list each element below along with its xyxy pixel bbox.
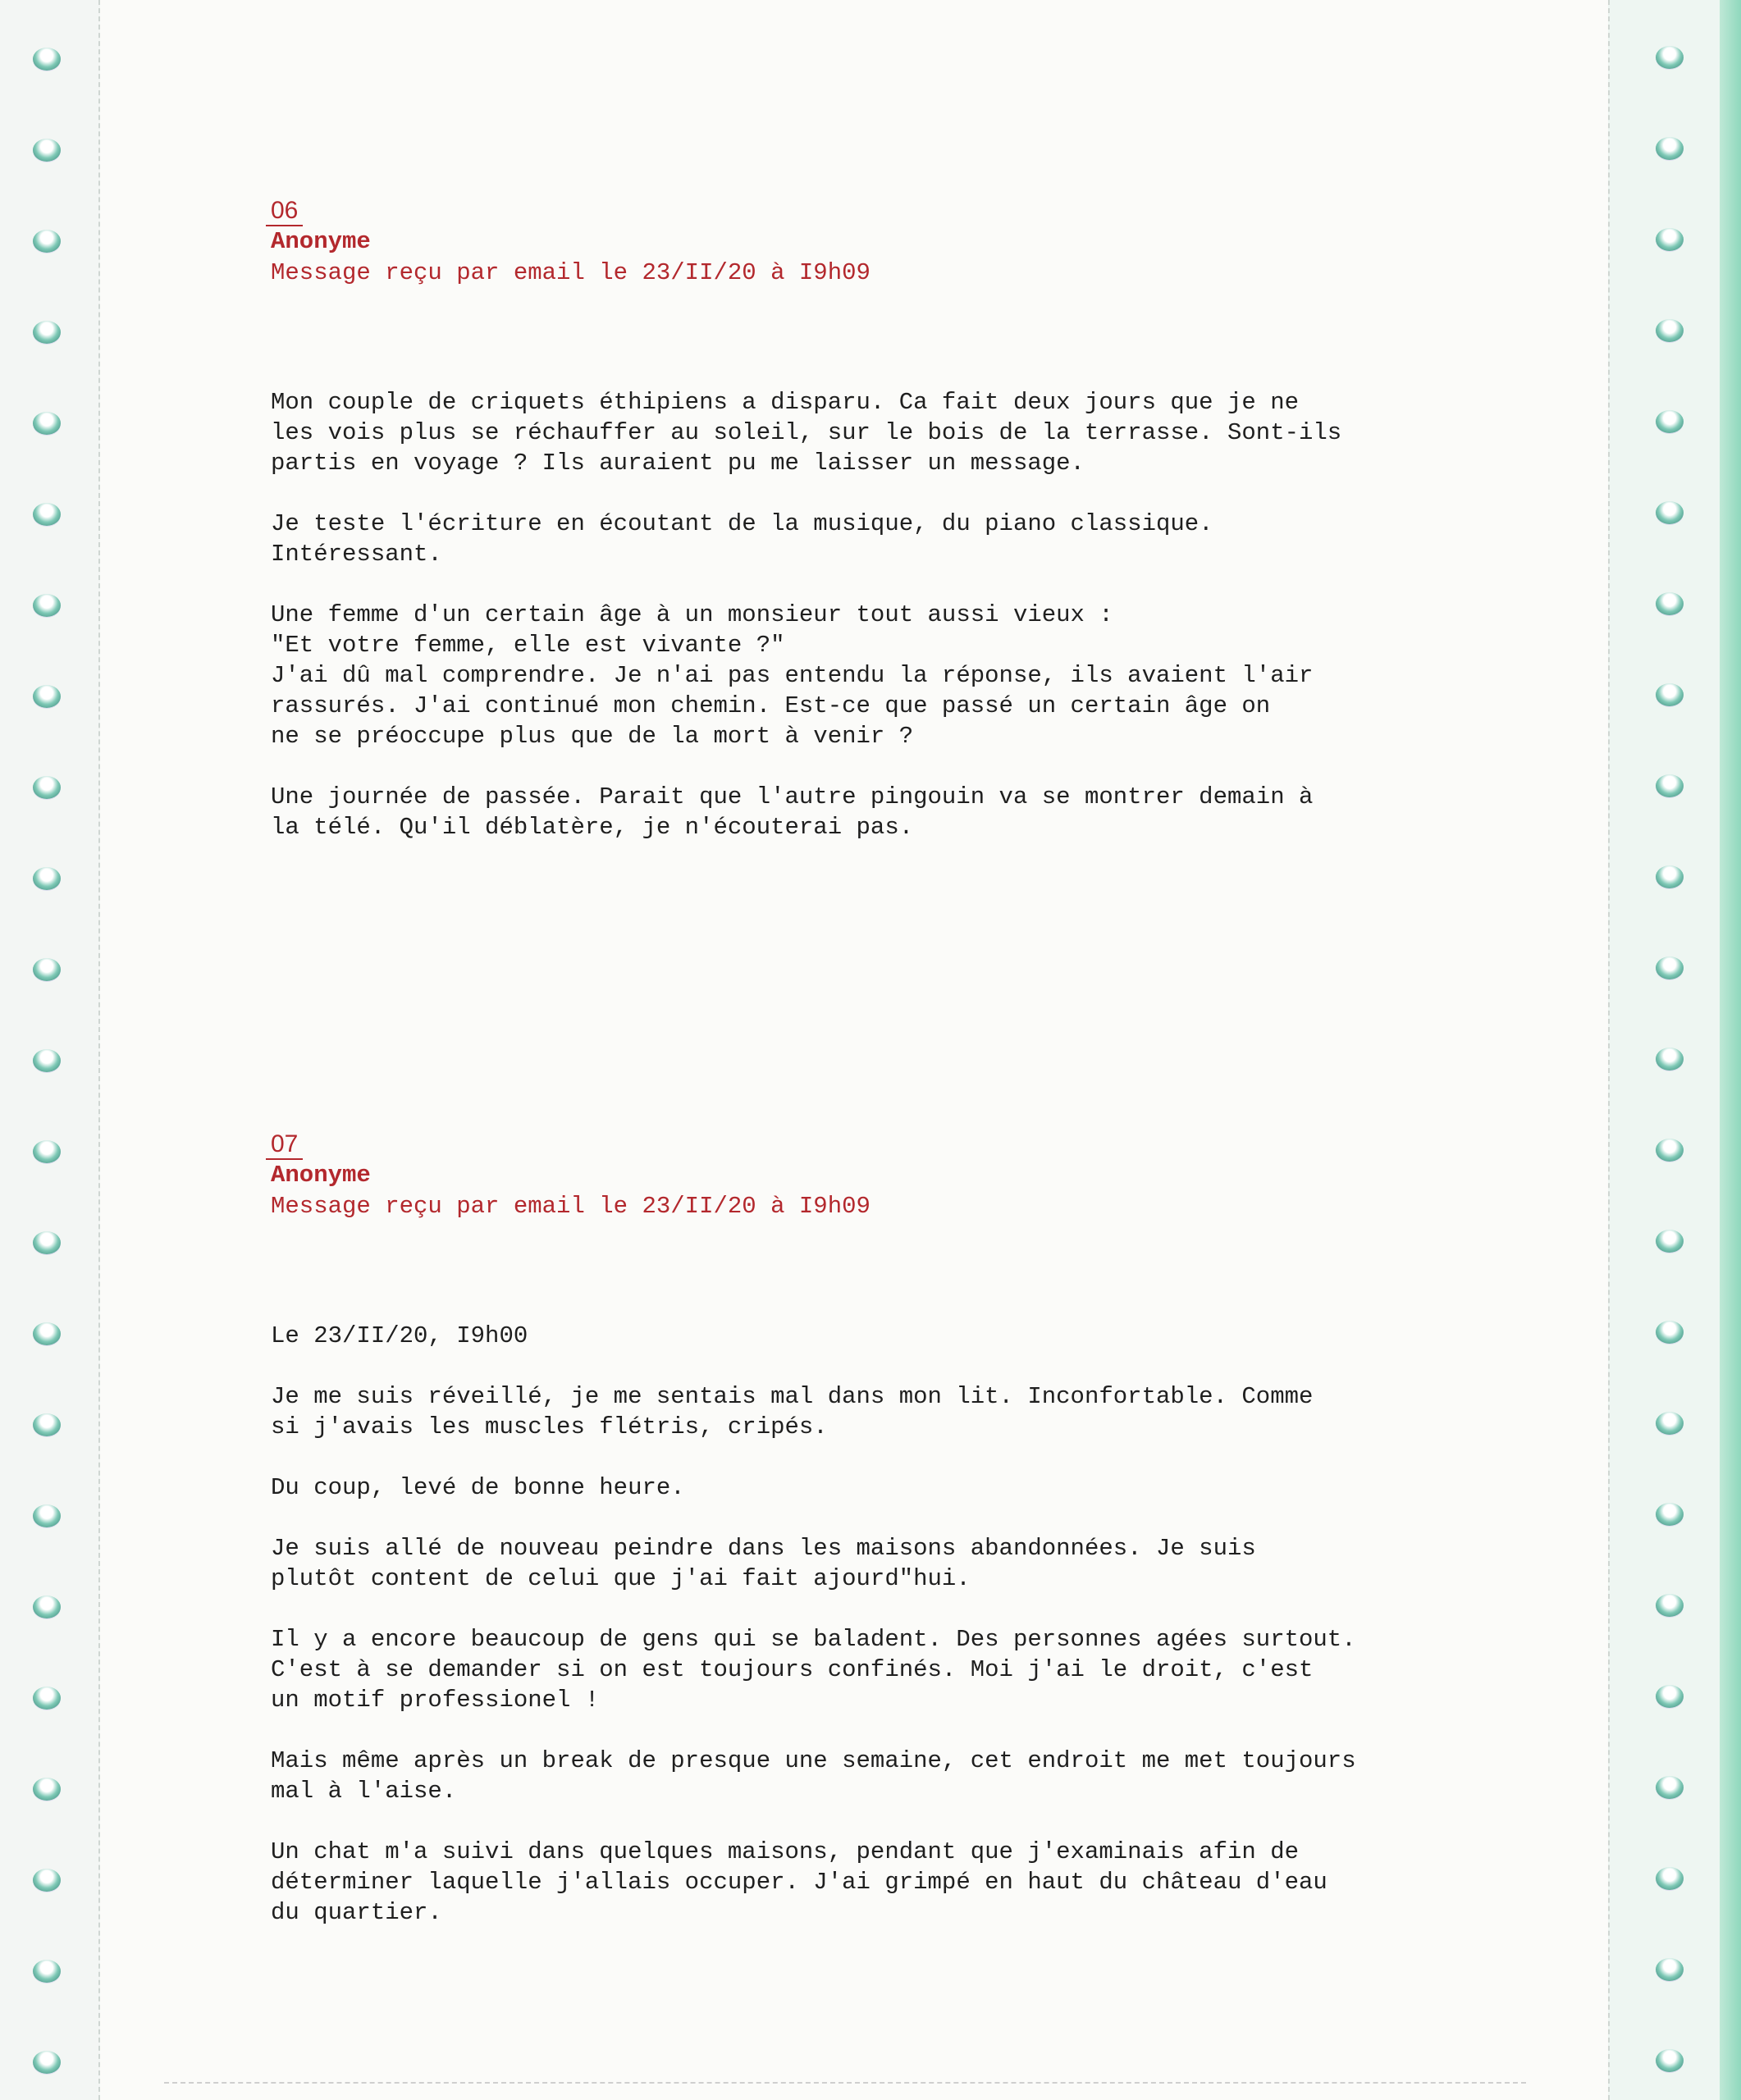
entry-07 [271,1130,1551,1958]
feed-hole-icon [1656,1321,1684,1344]
feed-hole-icon [33,1322,61,1345]
feed-hole-icon [1656,410,1684,433]
feed-hole-icon [1656,683,1684,706]
feed-hole-icon [1656,1230,1684,1253]
paragraph: Du coup, levé de bonne heure. [271,1474,685,1501]
entry-meta: Message reçu par email le 23/II/20 à I9h09 [271,1193,870,1220]
feed-hole-icon [1656,1776,1684,1799]
paragraph: Je suis allé de nouveau peindre dans les maisons abandonnées. Je suis plutôt content de celui que j'ai fait ajourd"hui. [271,1535,1256,1592]
feed-hole-icon [1656,1412,1684,1435]
feed-hole-icon [33,1596,61,1618]
entry-body [271,1321,1551,1928]
entry-number: 06 [266,197,303,226]
feed-hole-icon [1656,1048,1684,1071]
paragraph: Une femme d'un certain âge à un monsieur tout aussi vieux : "Et votre femme, elle est vivante ?" J'ai dû mal comprendre. Je n'ai pas entendu la réponse, ils avaient l'air rassurés. J'ai continué mon chemin. Est-ce que passé un certain âge on ne se préoccupe plus que de la mort à venir ? [271,601,1314,750]
paragraph: Une journée de passée. Parait que l'autre pingouin va se montrer demain à la télé. Qu'il déblatère, je n'écouterai pas. [271,783,1314,841]
feed-hole-icon [33,1231,61,1254]
feed-hole-icon [1656,774,1684,797]
paragraph: Je teste l'écriture en écoutant de la musique, du piano classique. Intéressant. [271,510,1213,568]
feed-hole-icon [33,1140,61,1163]
feed-hole-icon [1656,1958,1684,1981]
feed-hole-icon [33,139,61,162]
feed-hole-icon [33,321,61,344]
feed-hole-icon [33,412,61,435]
feed-hole-icon [1656,319,1684,342]
feed-hole-icon [1656,1685,1684,1708]
entry-number: 07 [266,1130,303,1160]
feed-hole-icon [1656,865,1684,888]
feed-hole-icon [33,594,61,617]
paragraph: Je me suis réveillé, je me sentais mal dans mon lit. Inconfortable. Comme si j'avais les muscles flétris, cripés. [271,1383,1314,1440]
feed-hole-icon [33,48,61,71]
feed-hole-icon [33,230,61,253]
paragraph: Mon couple de criquets éthipiens a disparu. Ca fait deux jours que je ne les vois plus se réchauffer au soleil, sur le bois de la terrasse. Sont-ils partis en voyage ? Ils auraient pu me laisser un message. [271,389,1342,477]
feed-hole-icon [33,1049,61,1072]
feed-hole-icon [33,958,61,981]
feed-hole-icon [1656,46,1684,69]
feed-hole-icon [33,1960,61,1983]
feed-hole-icon [33,1504,61,1527]
entry-body [271,387,1551,842]
feed-hole-icon [1656,1503,1684,1526]
feed-hole-icon [1656,592,1684,615]
feed-hole-icon [33,867,61,890]
paragraph: Mais même après un break de presque une semaine, cet endroit me met toujours mal à l'aise. [271,1747,1356,1805]
feed-hole-icon [33,1413,61,1436]
feed-hole-icon [1656,1594,1684,1617]
feed-hole-icon [1656,2049,1684,2072]
feed-hole-icon [33,1869,61,1892]
entry-date: Le 23/II/20, I9h00 [271,1322,528,1349]
feed-hole-icon [33,1687,61,1710]
paragraph: Il y a encore beaucoup de gens qui se baladent. Des personnes agées surtout. C'est à se demander si on est toujours confinés. Moi j'ai le droit, c'est un motif professionel ! [271,1626,1356,1714]
feed-hole-icon [33,503,61,526]
feed-hole-icon [33,685,61,708]
entry-author: Anonyme [271,1162,371,1189]
feed-hole-icon [1656,501,1684,524]
feed-hole-icon [1656,228,1684,251]
feed-hole-icon [33,2051,61,2074]
feed-hole-icon [1656,956,1684,979]
feed-hole-icon [1656,1139,1684,1162]
entry-meta: Message reçu par email le 23/II/20 à I9h09 [271,259,870,286]
entry-author: Anonyme [271,228,371,255]
feed-hole-icon [1656,1867,1684,1890]
bottom-perforation [164,2082,1526,2084]
paper-edge [1720,0,1741,2100]
feed-hole-icon [33,776,61,799]
paragraph: Un chat m'a suivi dans quelques maisons, pendant que j'examinais afin de déterminer laquelle j'allais occuper. J'ai grimpé en haut du château d'eau du quartier. [271,1838,1327,1926]
paper-page [98,0,1608,2100]
entry-06 [271,197,1551,873]
feed-hole-icon [33,1778,61,1801]
feed-hole-icon [1656,137,1684,160]
